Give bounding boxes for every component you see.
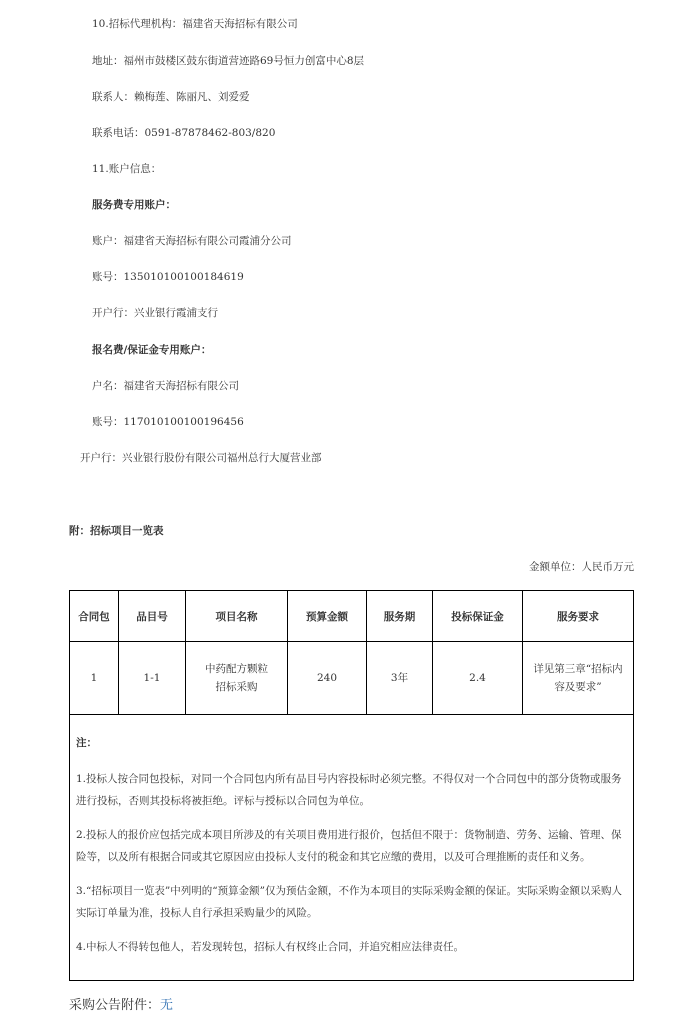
cell-budget: 240 (288, 642, 367, 715)
notes-cell (70, 715, 634, 981)
bank-line: 开户行：兴业银行霞浦支行 (92, 307, 218, 319)
account-info-heading: 11.账户信息： (92, 163, 162, 175)
attachment-value: 无 (160, 998, 174, 1013)
notes-title: 注： (76, 737, 97, 749)
header-service-period: 服务期 (367, 591, 433, 642)
contacts-line: 联系人：赖梅莲、陈丽凡、刘爱爱 (92, 91, 250, 103)
project-table (69, 590, 634, 981)
attachment-line (69, 994, 173, 1013)
address-line: 地址：福州市鼓楼区鼓东街道营迹路69号恒力创富中心8层 (92, 55, 365, 67)
cell-service-period: 3年 (367, 642, 433, 715)
deposit-account-heading: 报名费/保证金专用账户： (92, 344, 212, 356)
cell-project-name: 中药配方颗粒招标采购 (186, 642, 288, 715)
note-item: 2.投标人的报价应包括完成本项目所涉及的有关项目费用进行报价，包括但不限于：货物制造、劳务、运输、管理、保险等，以及所有根据合同或其它原因应由投标人支付的税金和其它应缴的费用，以及可合理推断的责任和义务。 (76, 829, 622, 863)
phone-line: 联系电话：0591-87878462-803/820 (92, 127, 276, 139)
table-header-row (70, 591, 634, 642)
header-project-name: 项目名称 (186, 591, 288, 642)
account-number-line: 账号：135010100100184619 (92, 271, 244, 283)
note-item: 3.“招标项目一览表”中列明的“预算金额”仅为预估金额，不作为本项目的实际采购金额的保证。实际采购金额以采购人实际订单量为准，投标人自行承担采购量少的风险。 (76, 885, 622, 919)
account-name-line: 账户：福建省天海招标有限公司霞浦分公司 (92, 235, 292, 247)
cell-service-requirements: 详见第三章“招标内容及要求” (523, 642, 634, 715)
cell-contract-package: 1 (70, 642, 119, 715)
header-contract-package: 合同包 (70, 591, 119, 642)
table-row (70, 642, 634, 715)
agency-line: 10.招标代理机构：福建省天海招标有限公司 (92, 18, 298, 30)
note-item: 1.投标人按合同包投标，对同一个合同包内所有品目号内容投标时必须完整。不得仅对一个合同包中的部分货物或服务进行投标，否则其投标将被拒绝。评标与授标以合同包为单位。 (76, 773, 622, 807)
appendix-title: 附：招标项目一览表 (69, 525, 164, 537)
amount-unit: 金额单位：人民币万元 (529, 561, 634, 573)
notes-row (70, 715, 634, 981)
deposit-account-number-line: 账号：117010100100196456 (92, 416, 244, 428)
note-item: 4.中标人不得转包他人，若发现转包，招标人有权终止合同，并追究相应法律责任。 (76, 941, 465, 953)
header-item-number: 品目号 (119, 591, 186, 642)
header-service-requirements: 服务要求 (523, 591, 634, 642)
deposit-bank-line: 开户行：兴业银行股份有限公司福州总行大厦营业部 (80, 452, 322, 464)
cell-bid-bond: 2.4 (433, 642, 523, 715)
deposit-account-name-line: 户名：福建省天海招标有限公司 (92, 380, 239, 392)
header-bid-bond: 投标保证金 (433, 591, 523, 642)
service-fee-account-heading: 服务费专用账户： (92, 199, 176, 211)
header-budget: 预算金额 (288, 591, 367, 642)
cell-item-number: 1-1 (119, 642, 186, 715)
attachment-label: 采购公告附件： (69, 998, 161, 1013)
